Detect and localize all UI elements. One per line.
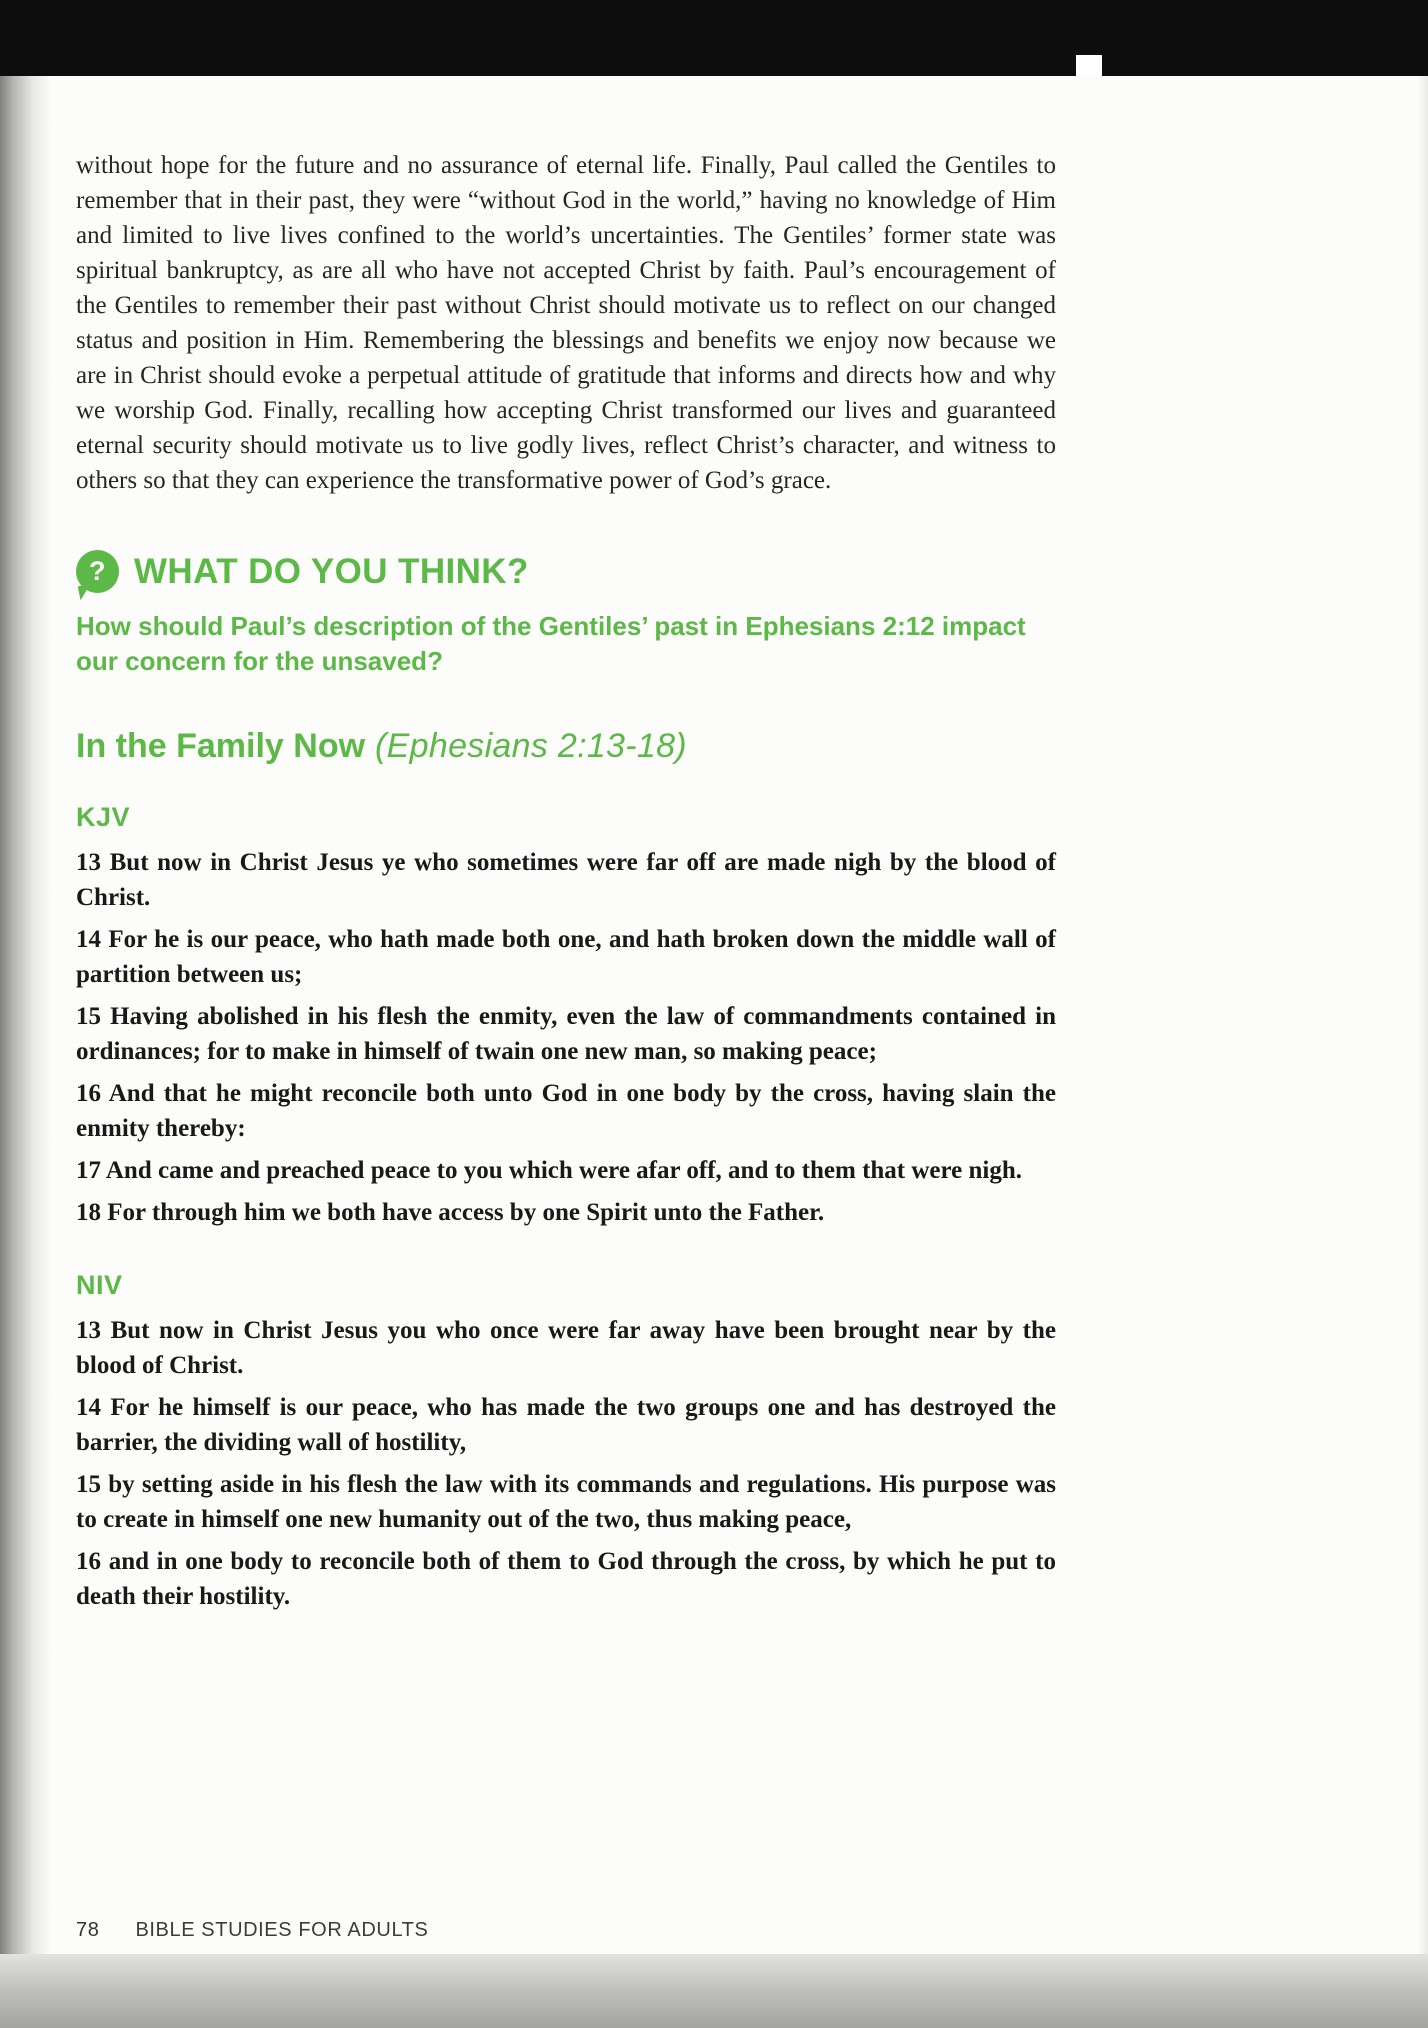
scanner-top-bar (0, 0, 1428, 76)
verse-number: 13 (76, 1317, 101, 1344)
niv-verse-14 (76, 1390, 1056, 1460)
verse-text: And came and preached peace to you which were afar off, and to them that were nigh. (105, 1157, 1023, 1184)
scripture-reference: (Ephesians 2:13-18) (375, 727, 687, 765)
question-bubble-tail (78, 584, 94, 600)
page-right-edge-shadow (1418, 76, 1428, 1954)
page-spine-shadow (0, 76, 58, 1954)
section-heading (76, 727, 1056, 766)
intro-paragraph: without hope for the future and no assurance of eternal life. Finally, Paul called the Gentiles to remember that in their past, they were “without God in the world,” having no knowledge of Him and limited to live lives confined to the world’s uncertainties. The Gentiles’ former state was spiritual bankruptcy, as are all who have not accepted Christ by faith. Paul’s encouragement of the Gentiles to remember their past without Christ should motivate us to reflect on our changed status and position in Him. Remembering the blessings and benefits we enjoy now because we are in Christ should evoke a perpetual attitude of gratitude that informs and directs how and why we worship God. Finally, recalling how accepting Christ transformed our lives and guaranteed eternal security should motivate us to live godly lives, reflect Christ’s character, and witness to others so that they can experience the transformative power of God’s grace. (76, 152, 1056, 494)
footer-title: BIBLE STUDIES FOR ADULTS (135, 1919, 429, 1941)
discussion-question: How should Paul’s description of the Gentiles’ past in Ephesians 2:12 impact our concern for the unsaved? (76, 611, 1026, 676)
verse-number: 18 (76, 1199, 101, 1226)
kjv-verse-17 (76, 1153, 1056, 1188)
kjv-section (76, 802, 1056, 1230)
verse-number: 16 (76, 1548, 101, 1575)
kjv-verse-13 (76, 845, 1056, 915)
verse-number: 15 (76, 1471, 101, 1498)
verse-text: And that he might reconcile both unto God in one body by the cross, having slain the enmity thereby: (76, 1080, 1056, 1142)
kjv-verse-18 (76, 1195, 1056, 1230)
verse-text: But now in Christ Jesus ye who sometimes were far off are made nigh by the blood of Christ. (76, 849, 1057, 911)
verse-number: 16 (76, 1080, 101, 1107)
kjv-verse-15 (76, 999, 1056, 1069)
scan-artifact-notch (1076, 55, 1102, 76)
niv-verse-16 (76, 1544, 1056, 1614)
scan-bottom-shadow (0, 1954, 1428, 2028)
what-do-you-think-heading (76, 550, 1056, 593)
page-footer (76, 1919, 428, 1942)
question-mark-glyph: ? (89, 556, 106, 586)
kjv-verse-16 (76, 1076, 1056, 1146)
kjv-label: KJV (76, 802, 131, 832)
verse-number: 13 (76, 849, 101, 876)
niv-label: NIV (76, 1270, 123, 1300)
verse-number: 17 (76, 1157, 101, 1184)
niv-verse-15 (76, 1467, 1056, 1537)
page-content (76, 148, 1056, 1621)
verse-text: For through him we both have access by one Spirit unto the Father. (107, 1199, 825, 1226)
verse-text: Having abolished in his flesh the enmity, even the law of commandments contained in ordinances; for to make in himself of twain one new man, so making peace; (76, 1003, 1057, 1065)
question-bubble-icon (76, 550, 119, 593)
what-do-you-think-section (76, 550, 1056, 679)
verse-text: But now in Christ Jesus you who once were far away have been brought near by the blood of Christ. (76, 1317, 1057, 1379)
verse-text: and in one body to reconcile both of them to God through the cross, by which he put to death their hostility. (76, 1548, 1057, 1610)
what-do-you-think-title: WHAT DO YOU THINK? (134, 551, 529, 591)
verse-text: For he himself is our peace, who has made the two groups one and has destroyed the barrier, the dividing wall of hostility, (76, 1394, 1057, 1456)
kjv-verse-14 (76, 922, 1056, 992)
verse-number: 15 (76, 1003, 101, 1030)
section-title-text: In the Family Now (76, 727, 366, 765)
niv-verse-13 (76, 1313, 1056, 1383)
page-number: 78 (76, 1919, 100, 1941)
verse-number: 14 (76, 926, 101, 953)
verse-text: For he is our peace, who hath made both one, and hath broken down the middle wall of partition between us; (76, 926, 1056, 988)
verse-text: by setting aside in his flesh the law with its commands and regulations. His purpose was to create in himself one new humanity out of the two, thus making peace, (76, 1471, 1056, 1533)
niv-section (76, 1270, 1056, 1614)
verse-number: 14 (76, 1394, 101, 1421)
